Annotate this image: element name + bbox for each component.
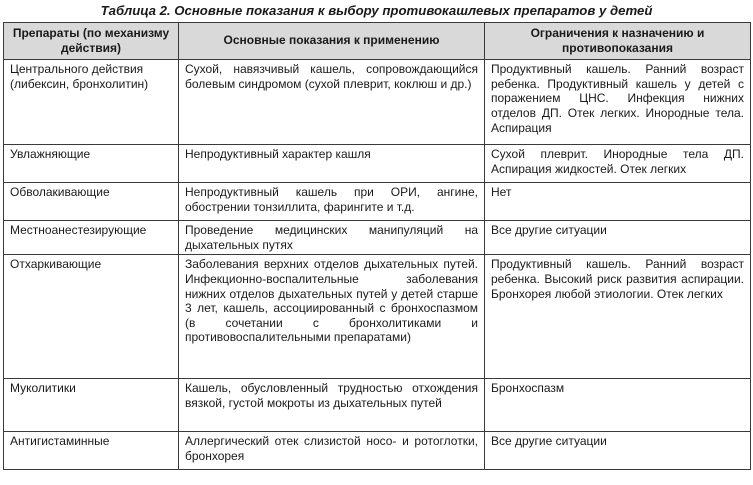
contraindications-cell: Продуктивный кашель. Ранний возраст ребенка. Продуктивный кашель у детей с поражением ЦНС. Инфекция нижних отделов ДП. Отек легких. Инородные тела. Аспирация [485, 60, 751, 145]
table-row [4, 221, 751, 255]
indications-cell: Проведение медицинских манипуляций на дыхательных путях [179, 221, 485, 255]
table-caption: Таблица 2. Основные показания к выбору противокашлевых препаратов у детей [100, 3, 653, 18]
contraindications-cell: Все другие ситуации [485, 432, 751, 470]
indications-cell: Заболевания верхних отделов дыхательных путей. Инфекционно-воспалительные заболевания нижних отделов дыхательных путей у детей старше 3 лет, кашель, ассоциированный с бронхоспазмом (в сочетании с бронхолитиками и противовоспалительными препаратами) [179, 255, 485, 379]
table-row [4, 255, 751, 379]
drug-class-cell: Антигистаминные [4, 432, 179, 470]
indications-cell: Непродуктивный характер кашля [179, 145, 485, 183]
drug-class-cell: Центрального действия (либексин, бронхолитин) [4, 60, 179, 145]
indications-cell: Кашель, обусловленный трудностью отхождения вязкой, густой мокроты из дыхательных путей [179, 379, 485, 432]
contraindications-cell: Все другие ситуации [485, 221, 751, 255]
drug-class-cell: Отхаркивающие [4, 255, 179, 379]
contraindications-cell: Продуктивный кашель. Ранний возраст ребенка. Высокий риск развития аспирации. Бронхорея любой этиологии. Отек легких [485, 255, 751, 379]
table-row [4, 183, 751, 221]
indications-cell: Непродуктивный кашель при ОРИ, ангине, обострении тонзиллита, фарингите и т.д. [179, 183, 485, 221]
table-row [4, 432, 751, 470]
header-contraindications: Ограничения к назначению и противопоказания [485, 23, 751, 60]
table-row [4, 145, 751, 183]
contraindications-cell: Бронхоспазм [485, 379, 751, 432]
indications-cell: Сухой, навязчивый кашель, сопровождающийся болевым синдромом (сухой плеврит, коклюш и др.) [179, 60, 485, 145]
indications-table [3, 22, 751, 470]
indications-cell: Аллергический отек слизистой носо- и ротоглотки, бронхорея [179, 432, 485, 470]
drug-class-cell: Увлажняющие [4, 145, 179, 183]
header-drug-class: Препараты (по механизму действия) [4, 23, 179, 60]
table-row [4, 60, 751, 145]
contraindications-cell: Сухой плеврит. Инородные тела ДП. Аспирация жидкостей. Отек легких [485, 145, 751, 183]
drug-class-cell: Местноанестезирующие [4, 221, 179, 255]
drug-class-cell: Муколитики [4, 379, 179, 432]
table-row [4, 379, 751, 432]
drug-class-cell: Обволакивающие [4, 183, 179, 221]
header-indications: Основные показания к применению [179, 23, 485, 60]
table-header-row [4, 23, 751, 60]
contraindications-cell: Нет [485, 183, 751, 221]
